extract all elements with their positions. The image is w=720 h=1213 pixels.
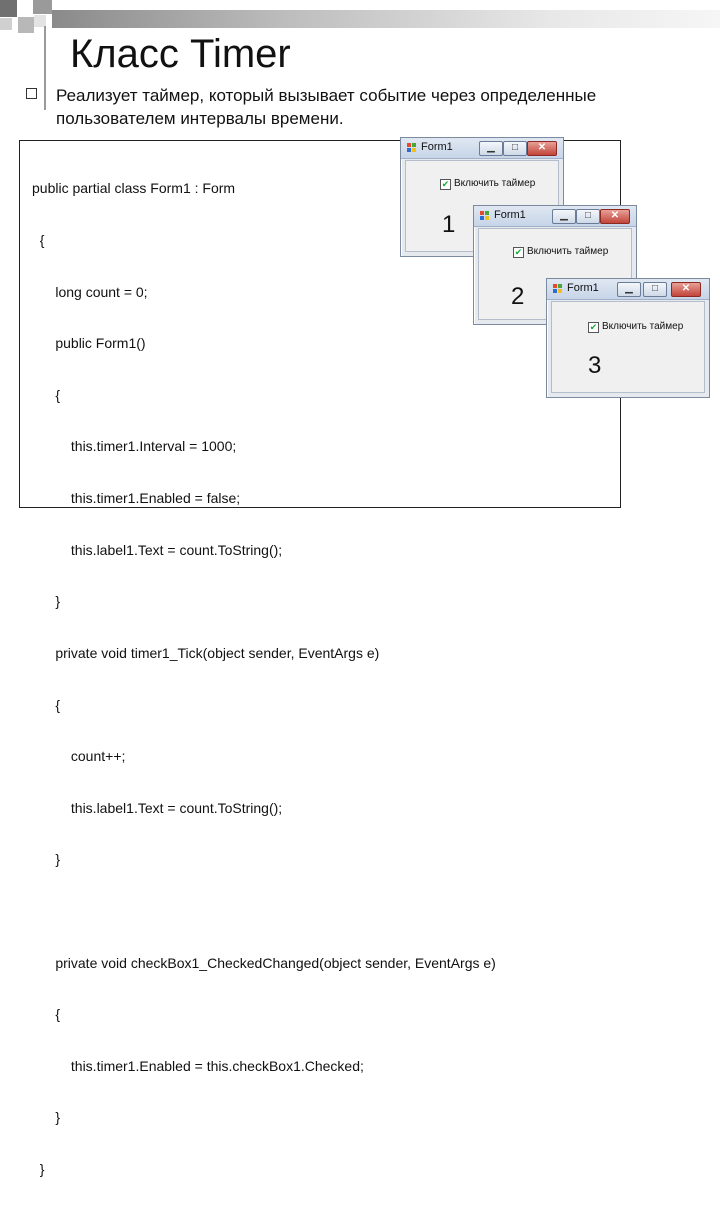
code-line: count++; — [32, 748, 126, 765]
code-line: } — [32, 1109, 61, 1126]
code-line: private void timer1_Tick(object sender, EventArgs e) — [32, 644, 380, 661]
code-line: } — [32, 851, 61, 868]
code-line — [32, 903, 496, 920]
code-line: long count = 0; — [32, 283, 148, 300]
code-line: { — [32, 232, 45, 249]
maximize-button[interactable]: □ — [503, 141, 527, 156]
window-title: Form1 — [421, 141, 453, 153]
window-titlebar — [401, 138, 563, 159]
code-line: this.label1.Text = count.ToString(); — [32, 541, 283, 558]
bullet-square-icon — [26, 88, 37, 99]
code-line: { — [32, 386, 61, 403]
window-client-area — [551, 301, 705, 393]
code-line: this.timer1.Enabled = this.checkBox1.Checked; — [32, 1057, 364, 1074]
form-window-3 — [546, 278, 710, 398]
code-line: public Form1() — [32, 335, 146, 352]
decor-square — [18, 17, 34, 33]
slide-title: Класс Timer — [70, 32, 291, 76]
form-icon — [553, 284, 563, 293]
enable-timer-checkbox[interactable]: ✔ — [514, 247, 523, 257]
close-button[interactable]: ✕ — [527, 141, 557, 156]
code-line: } — [32, 593, 61, 610]
decor-square — [0, 0, 17, 17]
form-icon — [480, 211, 490, 220]
checkbox-label: Включить таймер — [602, 321, 684, 332]
code-line: } — [32, 1160, 45, 1177]
decor-square — [0, 18, 12, 30]
counter-label: 1 — [442, 211, 456, 238]
counter-label: 2 — [511, 283, 525, 310]
minimize-button[interactable]: ▁ — [479, 141, 503, 156]
vertical-divider — [44, 26, 46, 110]
window-title: Form1 — [567, 282, 599, 294]
code-line: this.timer1.Interval = 1000; — [32, 438, 237, 455]
code-listing — [32, 146, 496, 1213]
decor-square — [33, 0, 52, 14]
code-line: this.timer1.Enabled = false; — [32, 490, 241, 507]
minimize-button[interactable]: ▁ — [552, 209, 576, 224]
maximize-button[interactable]: □ — [576, 209, 600, 224]
counter-label: 3 — [588, 352, 602, 379]
code-line: private void checkBox1_CheckedChanged(object sender, EventArgs e) — [32, 954, 496, 971]
form-icon — [407, 143, 417, 152]
close-button[interactable]: ✕ — [600, 209, 630, 224]
close-button[interactable]: ✕ — [671, 282, 701, 297]
window-titlebar — [547, 279, 709, 300]
enable-timer-checkbox[interactable]: ✔ — [441, 179, 450, 189]
code-line: public partial class Form1 : Form — [32, 180, 236, 197]
code-line: { — [32, 696, 61, 713]
window-title: Form1 — [494, 209, 526, 221]
window-titlebar — [474, 206, 636, 227]
minimize-button[interactable]: ▁ — [617, 282, 641, 297]
code-line: { — [32, 1006, 61, 1023]
checkbox-label: Включить таймер — [527, 246, 609, 257]
checkbox-label: Включить таймер — [454, 178, 536, 189]
code-line: this.label1.Text = count.ToString(); — [32, 799, 283, 816]
slide-subtitle: Реализует таймер, который вызывает событие через определенные пользователем интервалы времени. — [56, 86, 597, 128]
top-gradient-bar — [52, 10, 720, 28]
enable-timer-checkbox[interactable]: ✔ — [589, 322, 598, 332]
maximize-button[interactable]: □ — [643, 282, 667, 297]
